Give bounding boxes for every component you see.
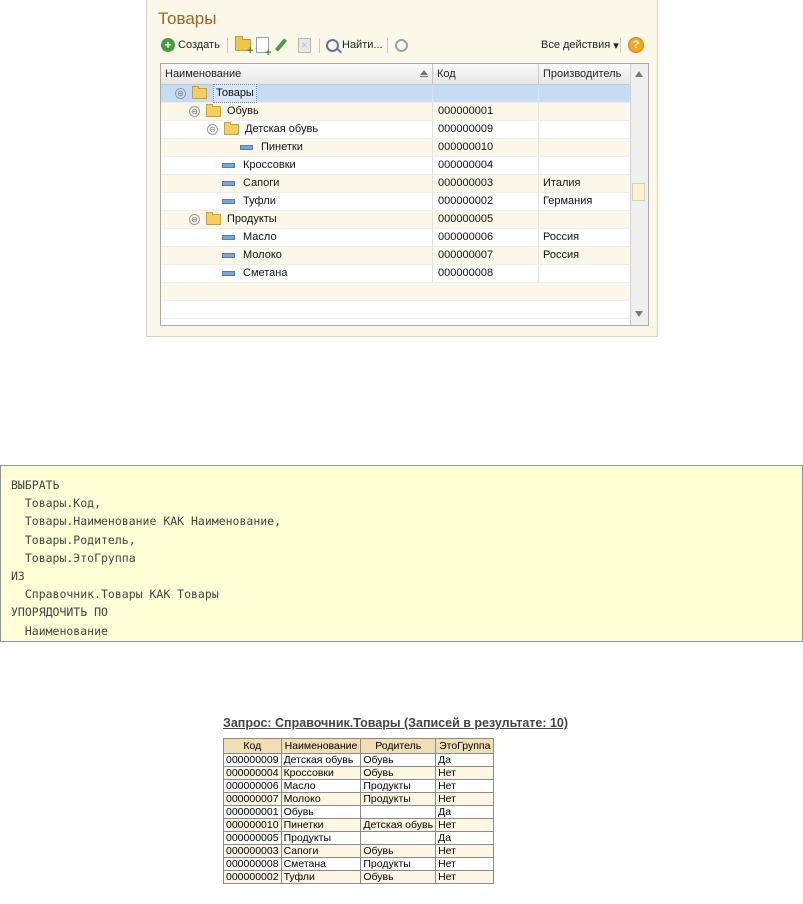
result-cell: Нет bbox=[436, 793, 494, 806]
table-row[interactable] bbox=[161, 193, 631, 211]
row-manufacturer: Германия bbox=[543, 195, 593, 207]
all-actions-menu[interactable] bbox=[541, 35, 619, 55]
cancel-search-button[interactable] bbox=[395, 35, 408, 55]
column-header-name-label: Наименование bbox=[165, 68, 242, 80]
scroll-thumb[interactable] bbox=[632, 183, 645, 201]
row-manufacturer bbox=[539, 211, 631, 228]
all-actions-label: Все действия bbox=[541, 39, 611, 51]
result-row bbox=[224, 793, 494, 806]
result-cell: Продукты bbox=[361, 858, 436, 871]
result-cell: Нет bbox=[436, 780, 494, 793]
result-cell: Обувь bbox=[361, 845, 436, 858]
result-cell: 000000010 bbox=[224, 819, 282, 832]
catalog-grid[interactable] bbox=[160, 63, 649, 326]
row-code: 000000005 bbox=[433, 211, 539, 228]
pencil-icon bbox=[275, 38, 287, 51]
result-cell: Молоко bbox=[281, 793, 361, 806]
help-button[interactable] bbox=[628, 35, 644, 55]
collapse-toggle-icon[interactable]: ⊖ bbox=[175, 88, 186, 99]
query-line: Наименование bbox=[11, 623, 108, 638]
tree-node bbox=[175, 85, 257, 102]
tree-node bbox=[207, 121, 318, 138]
window-title: Товары bbox=[158, 9, 217, 28]
collapse-toggle-icon[interactable]: ⊖ bbox=[207, 124, 218, 135]
row-manufacturer bbox=[539, 139, 631, 156]
empty-row bbox=[161, 301, 631, 319]
query-line: УПОРЯДОЧИТЬ ПО bbox=[11, 605, 108, 620]
result-row bbox=[224, 754, 494, 767]
result-cell: 000000006 bbox=[224, 780, 282, 793]
result-cell: 000000009 bbox=[224, 754, 282, 767]
toolbar-separator bbox=[319, 38, 320, 53]
create-button[interactable] bbox=[161, 35, 220, 55]
result-cell: Туфли bbox=[281, 871, 361, 884]
table-row[interactable] bbox=[161, 175, 631, 193]
result-row bbox=[224, 858, 494, 871]
tree-cell-name[interactable] bbox=[161, 265, 433, 282]
empty-row bbox=[161, 283, 631, 301]
result-row bbox=[224, 767, 494, 780]
result-title: Запрос: Справочник.Товары (Записей в результате: 10) bbox=[223, 716, 569, 730]
row-code: 000000008 bbox=[433, 265, 539, 282]
result-cell: Нет bbox=[436, 871, 494, 884]
scroll-up-icon[interactable] bbox=[635, 71, 643, 77]
vertical-scrollbar[interactable] bbox=[630, 64, 648, 325]
row-code: 000000001 bbox=[433, 103, 539, 120]
result-cell: Детская обувь bbox=[281, 754, 361, 767]
result-column-header: Родитель bbox=[361, 739, 436, 754]
result-cell: Обувь bbox=[281, 806, 361, 819]
help-icon: ? bbox=[628, 37, 644, 53]
row-manufacturer bbox=[539, 103, 631, 120]
result-row bbox=[224, 806, 494, 819]
result-cell: 000000008 bbox=[224, 858, 282, 871]
copy-button[interactable] bbox=[256, 35, 272, 59]
row-code: 000000006 bbox=[433, 229, 539, 246]
tree-node bbox=[222, 175, 279, 192]
row-name: Кроссовки bbox=[243, 159, 296, 171]
row-name: Сметана bbox=[243, 267, 288, 279]
result-cell: Продукты bbox=[361, 780, 436, 793]
result-cell: Сметана bbox=[281, 858, 361, 871]
column-header-code[interactable] bbox=[433, 64, 539, 84]
row-name: Пинетки bbox=[261, 141, 303, 153]
row-manufacturer bbox=[539, 265, 631, 282]
table-row[interactable] bbox=[161, 247, 631, 265]
row-name: Туфли bbox=[243, 195, 276, 207]
result-cell bbox=[361, 832, 436, 845]
catalog-item-icon bbox=[222, 181, 235, 186]
cancel-search-icon bbox=[395, 39, 408, 52]
query-result bbox=[223, 716, 583, 884]
result-row bbox=[224, 845, 494, 858]
result-cell: Сапоги bbox=[281, 845, 361, 858]
row-name: Продукты bbox=[227, 213, 277, 225]
result-row bbox=[224, 780, 494, 793]
tree-node bbox=[189, 211, 277, 228]
query-line: Товары.Родитель, bbox=[11, 532, 136, 547]
tree-node bbox=[222, 229, 277, 246]
catalog-item-icon bbox=[222, 235, 235, 240]
result-row bbox=[224, 832, 494, 845]
result-cell: Нет bbox=[436, 767, 494, 780]
row-manufacturer: Россия bbox=[543, 231, 580, 243]
find-button-label: Найти... bbox=[342, 39, 383, 51]
row-manufacturer bbox=[539, 85, 631, 102]
grid-rows bbox=[161, 85, 631, 319]
result-cell: Нет bbox=[436, 819, 494, 832]
catalog-window bbox=[146, 0, 658, 337]
tree-node bbox=[189, 103, 259, 120]
query-text-panel bbox=[0, 465, 803, 642]
collapse-toggle-icon[interactable]: ⊖ bbox=[189, 106, 200, 117]
tree-cell-name[interactable] bbox=[161, 193, 433, 210]
result-cell: Обувь bbox=[361, 767, 436, 780]
create-group-button[interactable] bbox=[235, 35, 254, 57]
row-name: Обувь bbox=[227, 105, 259, 117]
catalog-item-icon bbox=[222, 253, 235, 258]
row-name: Детская обувь bbox=[245, 123, 319, 135]
result-cell: Кроссовки bbox=[281, 767, 361, 780]
row-code: 000000004 bbox=[433, 157, 539, 174]
table-row[interactable] bbox=[161, 103, 631, 121]
row-code: 000000007 bbox=[433, 247, 539, 264]
query-line: ИЗ bbox=[11, 569, 25, 583]
catalog-item-icon bbox=[222, 271, 235, 276]
result-cell: Да bbox=[436, 832, 494, 845]
row-name: Сапоги bbox=[243, 177, 280, 189]
result-cell: 000000005 bbox=[224, 832, 282, 845]
result-cell: Обувь bbox=[361, 871, 436, 884]
tree-node bbox=[222, 247, 282, 264]
table-row[interactable] bbox=[161, 139, 631, 157]
row-manufacturer: Италия bbox=[543, 177, 581, 189]
tree-cell-name[interactable] bbox=[161, 103, 433, 120]
tree-node bbox=[240, 139, 303, 156]
column-header-manufacturer[interactable] bbox=[539, 64, 631, 84]
toolbar-separator bbox=[620, 38, 621, 53]
result-cell: 000000004 bbox=[224, 767, 282, 780]
result-row bbox=[224, 871, 494, 884]
plus-circle-icon: + bbox=[161, 38, 175, 52]
row-code: 000000009 bbox=[433, 121, 539, 138]
result-row bbox=[224, 819, 494, 832]
delete-button[interactable] bbox=[298, 35, 311, 55]
result-cell: Продукты bbox=[361, 793, 436, 806]
scroll-down-icon[interactable] bbox=[635, 311, 643, 317]
column-header-name[interactable] bbox=[161, 64, 433, 84]
column-header-code-label: Код bbox=[437, 68, 456, 80]
result-cell: Пинетки bbox=[281, 819, 361, 832]
result-cell: Детская обувь bbox=[361, 819, 436, 832]
sort-ascending-icon bbox=[420, 70, 428, 75]
folder-icon bbox=[192, 88, 207, 99]
tree-node bbox=[222, 193, 276, 210]
table-row[interactable] bbox=[161, 229, 631, 247]
result-column-header: Код bbox=[224, 739, 282, 754]
tree-cell-name[interactable] bbox=[161, 121, 433, 138]
result-cell: Нет bbox=[436, 845, 494, 858]
query-line: Товары.Наименование КАК Наименование, bbox=[11, 514, 282, 529]
result-cell bbox=[361, 806, 436, 819]
result-cell: Да bbox=[436, 806, 494, 819]
row-manufacturer bbox=[539, 157, 631, 174]
tree-cell-name[interactable] bbox=[161, 211, 433, 228]
search-icon bbox=[326, 39, 339, 52]
query-line: ВЫБРАТЬ bbox=[11, 478, 60, 492]
result-cell: Продукты bbox=[281, 832, 361, 845]
row-name: Масло bbox=[243, 231, 277, 243]
tree-node bbox=[222, 157, 296, 174]
result-column-header: Наименование bbox=[281, 739, 361, 754]
table-row[interactable] bbox=[161, 211, 631, 229]
find-button[interactable] bbox=[326, 35, 383, 55]
tree-cell-name[interactable] bbox=[161, 157, 433, 174]
folder-icon bbox=[206, 214, 221, 225]
result-cell: Обувь bbox=[361, 754, 436, 767]
row-code: 000000003 bbox=[433, 175, 539, 192]
catalog-item-icon bbox=[222, 199, 235, 204]
tree-cell-name[interactable] bbox=[161, 247, 433, 264]
table-row[interactable] bbox=[161, 85, 631, 103]
row-manufacturer bbox=[539, 121, 631, 138]
table-row[interactable] bbox=[161, 157, 631, 175]
collapse-toggle-icon[interactable]: ⊖ bbox=[189, 214, 200, 225]
row-code bbox=[433, 85, 539, 102]
row-code: 000000002 bbox=[433, 193, 539, 210]
folder-add-icon: + bbox=[235, 39, 251, 51]
tree-cell-name[interactable] bbox=[161, 139, 433, 156]
delete-mark-icon: × bbox=[298, 38, 311, 53]
catalog-item-icon bbox=[222, 163, 235, 168]
create-button-label: Создать bbox=[178, 39, 220, 51]
result-cell: 000000002 bbox=[224, 871, 282, 884]
toolbar-separator bbox=[387, 38, 388, 53]
folder-icon bbox=[224, 124, 239, 135]
row-name: Молоко bbox=[243, 249, 282, 261]
row-name: Товары bbox=[213, 84, 257, 103]
tree-cell-name[interactable] bbox=[161, 229, 433, 246]
row-code: 000000010 bbox=[433, 139, 539, 156]
table-row[interactable] bbox=[161, 121, 631, 139]
result-cell: Масло bbox=[281, 780, 361, 793]
folder-icon bbox=[206, 106, 221, 117]
column-header-manufacturer-label: Производитель bbox=[543, 68, 622, 80]
tree-cell-name[interactable] bbox=[161, 85, 433, 102]
catalog-item-icon bbox=[240, 145, 253, 150]
result-cell: Да bbox=[436, 754, 494, 767]
query-line: Товары.ЭтоГруппа bbox=[11, 550, 136, 565]
result-table bbox=[223, 738, 494, 884]
result-cell: 000000007 bbox=[224, 793, 282, 806]
result-column-header: ЭтоГруппа bbox=[436, 739, 494, 754]
edit-button[interactable] bbox=[274, 35, 283, 55]
tree-node bbox=[222, 265, 287, 282]
query-line: Товары.Код, bbox=[11, 496, 102, 511]
table-row[interactable] bbox=[161, 265, 631, 283]
row-manufacturer: Россия bbox=[543, 249, 580, 261]
tree-cell-name[interactable] bbox=[161, 175, 433, 192]
result-cell: Нет bbox=[436, 858, 494, 871]
grid-header bbox=[161, 64, 631, 85]
toolbar-separator bbox=[227, 38, 228, 53]
copy-document-icon: + bbox=[256, 37, 269, 53]
query-line: Справочник.Товары КАК Товары bbox=[11, 587, 219, 602]
result-cell: 000000003 bbox=[224, 845, 282, 858]
result-cell: 000000001 bbox=[224, 806, 282, 819]
chevron-down-icon: ▾ bbox=[613, 39, 619, 52]
toolbar bbox=[161, 35, 651, 59]
